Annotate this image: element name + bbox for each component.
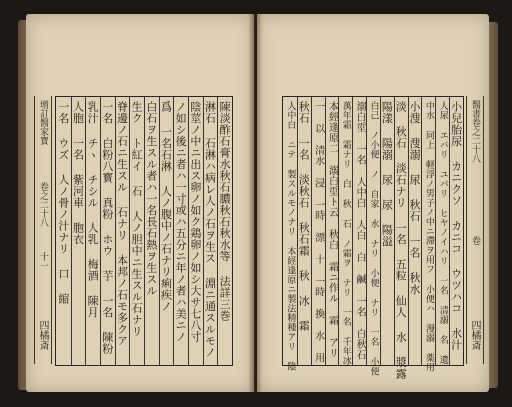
left-column-rule [173,97,174,365]
left-column-rule [188,97,189,365]
book-gutter [248,14,262,392]
right-column-rule [366,97,367,365]
right-text-frame [282,96,464,380]
left-column-rule [100,97,101,365]
left-column-rule [203,97,204,365]
right-text-column: 小兒胎尿 カニクソ カニコ ウツハコ 水汁 [449,101,463,351]
right-text-column: 淡 秋石 淡石ナリ 一名 五粒 仙人 水 漿露 [394,101,408,380]
right-column-rule [408,97,409,365]
left-text-column: ノ如シ後ニ者ハ一寸或ハ五分ニ年ノ者ハ美ニノ [174,101,188,343]
right-margin-folio: 卷 [470,236,480,245]
right-text-column: 溺白垽 一名 人中白 人白 白 鹹 一名 白秋石 [354,101,366,360]
right-text-column: 陽漾 陽溺 尿 尿 陽溢 [380,101,394,247]
right-text-column: 中水 同上 軽浮ノ男子ノ中ニ滯ヲ用フ 小便ハ 漫溺 薬用 [423,101,434,372]
left-text-column: 人胞 一名 紫河車 胞衣 [71,101,85,245]
right-text-column: 白己 ノ小便 ノ 自家 水 ナリ 小便 ナリ 一名 小便 [368,101,379,376]
left-corner-label: 四橘斎 [37,320,48,350]
left-column-rule [115,97,116,365]
left-margin-title: 增訂醫家寳 [38,100,48,145]
right-text-column: 人中白 ニテ 製スルモノナリ 本經逢原ニ製法精種アリ 陰 [285,101,296,371]
left-text-column: 陳淡酢石膏水秋石膿秋石秋水等 法詳三巻 [218,101,232,322]
left-text-column: 白石ヲ生スル者ハ一名長石熱ヲ生スル [144,101,158,297]
right-text-column: 小溲 溲溺 尿 秋石 一名 秋水 [408,101,422,295]
right-column-rule [435,97,436,365]
left-column-rule [85,97,86,365]
left-column-rule [144,97,145,365]
right-column-rule [421,97,422,365]
left-text-frame [55,96,233,366]
right-column-rule [325,97,326,365]
left-text-column: 爲 一名石淋 人ノ腹中ノ石ナリ痢疾ノ [159,101,173,312]
right-column-rule [394,97,395,365]
right-text-column: 人尿 エバリ ユバリ ヒヤノイハリ 一名 清溺 名 遺 [437,101,448,365]
right-column-rule [352,97,353,365]
left-text-column: 生ク ト紅イ 石 人ノ胆中ニ生スル石ナリ [130,101,144,337]
right-column-rule [338,97,339,365]
left-text-column: 淋石 石淋ハ病レ人ノ石ヲ生ス 淵ニ通スルモノ [203,101,217,358]
right-text-column: 一 以 清水 浸 一時 漂 十 一時 換 水 用 [312,101,324,363]
right-column-rule [380,97,381,365]
left-column-rule [71,97,72,365]
right-margin-title: 醫書卷之二十八 [470,100,480,163]
right-text-column: 本經逢原二 溺白垽ト云 秋白 霜ニ作ル 霜 アリ [326,101,338,358]
left-column-rule [129,97,130,365]
left-column-rule [159,97,160,365]
right-text-column: 萬年霜 霜ナリ 白 秋 石 ノ霜ヲ ナリ 一名 千年冰 [340,101,351,366]
left-margin-volume: 卷之二十八 [38,182,48,227]
left-column-rule [217,97,218,365]
left-text-column: 乳汁 チヽ チシル 人乳 梅酒 陳月 [86,101,100,318]
left-text-column: 陰莖ノ中ニ出ス卵ノ如ク鶏卵ノ如シ大サ七八寸 [188,101,202,343]
left-text-column: 一名 ウズ 人ノ骨ノ汁ナリ 口 縮 [56,101,70,305]
right-column-rule [311,97,312,365]
right-column-rule [449,97,450,365]
left-text-column: 脊邊ノ石ニ生スル 石ナリ 本邦ノ石モ多クア [115,101,129,347]
left-margin-folio: 十一 [38,252,48,270]
left-text-column: 一名 白粉八寳 真粉 ホウ 芋 一名 陳粉 [100,101,114,355]
right-text-column: 秋石 一名 淡秋石 秋石霜 秋 冰 霜 [297,101,311,332]
right-corner-label: 四橘斎 [469,320,480,350]
right-column-rule [297,97,298,365]
